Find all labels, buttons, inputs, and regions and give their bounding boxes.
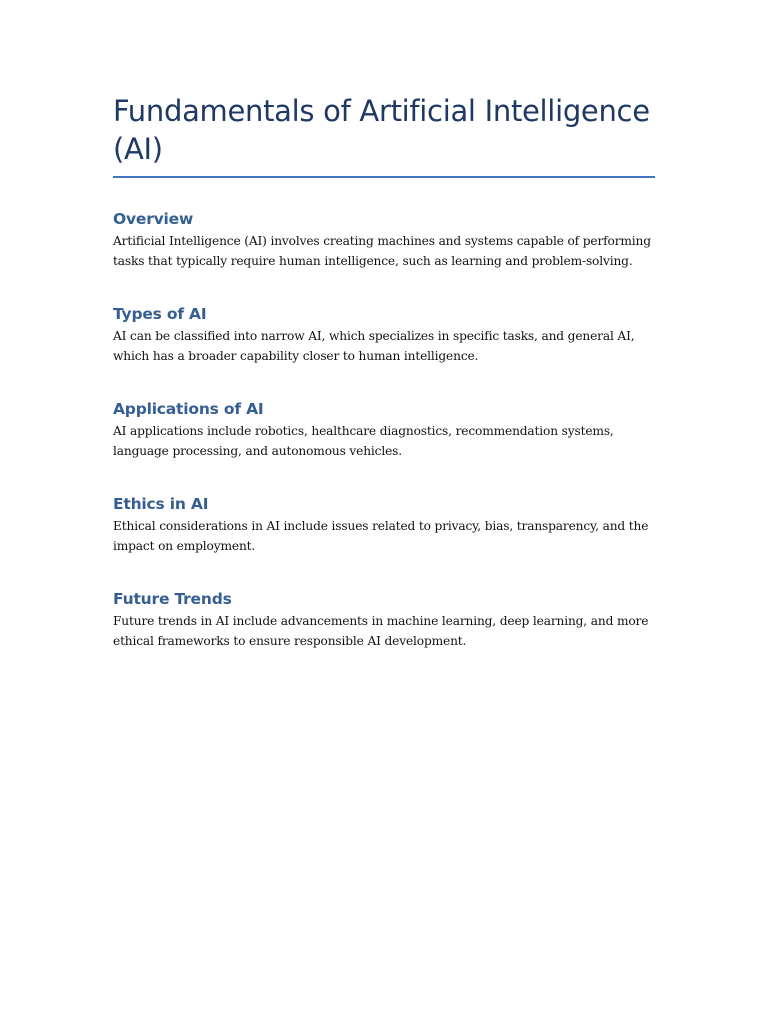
section-heading: Ethics in AI — [113, 495, 209, 513]
section-heading: Types of AI — [113, 305, 207, 323]
section-paragraph: AI applications include robotics, healthcare diagnostics, recommendation systems, language processing, and autonomous vehicles. — [113, 424, 614, 458]
section-overview — [113, 209, 655, 271]
section-paragraph: Future trends in AI include advancements in machine learning, deep learning, and more ethical frameworks to ensure responsible AI development. — [113, 614, 649, 648]
section-types-of-ai — [113, 304, 655, 366]
section-applications-of-ai — [113, 399, 655, 461]
document-page — [113, 92, 655, 651]
section-paragraph: Ethical considerations in AI include issues related to privacy, bias, transparency, and the impact on employment. — [113, 519, 649, 553]
section-ethics-in-ai — [113, 494, 655, 556]
section-paragraph: Artificial Intelligence (AI) involves creating machines and systems capable of performing tasks that typically require human intelligence, such as learning and problem-solving. — [113, 234, 651, 268]
document-title: Fundamentals of Artificial Intelligence (AI) — [113, 92, 655, 178]
section-paragraph: AI can be classified into narrow AI, which specializes in specific tasks, and general AI, which has a broader capability closer to human intelligence. — [113, 329, 635, 363]
section-future-trends — [113, 589, 655, 651]
section-heading: Applications of AI — [113, 400, 264, 418]
section-heading: Future Trends — [113, 590, 232, 608]
section-heading: Overview — [113, 210, 194, 228]
